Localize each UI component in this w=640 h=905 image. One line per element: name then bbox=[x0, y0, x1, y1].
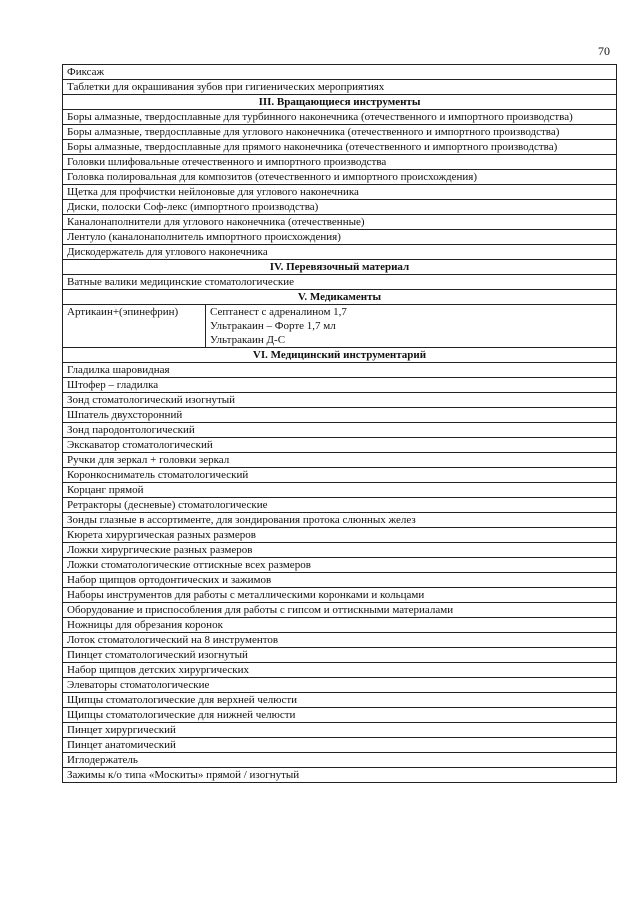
table-row bbox=[63, 693, 617, 708]
row-text: Таблетки для окрашивания зубов при гигиенических мероприятиях bbox=[63, 80, 617, 95]
table-row bbox=[63, 80, 617, 95]
row-text: Ложки стоматологические оттискные всех размеров bbox=[63, 558, 617, 573]
drug-brand: Септанест с адреналином 1,7 bbox=[210, 306, 347, 318]
table-row bbox=[63, 723, 617, 738]
table-row bbox=[63, 155, 617, 170]
table-row bbox=[63, 558, 617, 573]
row-text: Пинцет анатомический bbox=[63, 738, 617, 753]
table-row bbox=[63, 215, 617, 230]
section-medications bbox=[63, 290, 617, 348]
row-text: Щетка для профчистки нейлоновые для углового наконечника bbox=[63, 185, 617, 200]
table-row bbox=[63, 528, 617, 543]
section-header-row bbox=[63, 290, 617, 305]
row-text: Пинцет хирургический bbox=[63, 723, 617, 738]
table-row bbox=[63, 140, 617, 155]
row-text: Ретракторы (десневые) стоматологические bbox=[63, 498, 617, 513]
row-text: Головки шлифовальные отечественного и импортного производства bbox=[63, 155, 617, 170]
row-text: Ручки для зеркал + головки зеркал bbox=[63, 453, 617, 468]
section-title-dressing-material: IV. Перевязочный материал bbox=[63, 260, 617, 275]
row-text: Боры алмазные, твердосплавные для турбинного наконечника (отечественного и импортного производства) bbox=[63, 110, 617, 125]
table-row bbox=[63, 110, 617, 125]
table-row bbox=[63, 498, 617, 513]
table-row bbox=[63, 513, 617, 528]
section-title-medical-instruments: VI. Медицинский инструментарий bbox=[63, 348, 617, 363]
table-row bbox=[63, 170, 617, 185]
table-row bbox=[63, 185, 617, 200]
row-text: Гладилка шаровидная bbox=[63, 363, 617, 378]
row-text: Пинцет стоматологический изогнутый bbox=[63, 648, 617, 663]
row-text: Лентуло (каналонаполнитель импортного происхождения) bbox=[63, 230, 617, 245]
row-text: Лоток стоматологический на 8 инструментов bbox=[63, 633, 617, 648]
row-text: Набор щипцов детских хирургических bbox=[63, 663, 617, 678]
table-row bbox=[63, 393, 617, 408]
row-text: Набор щипцов ортодонтических и зажимов bbox=[63, 573, 617, 588]
table-row bbox=[63, 753, 617, 768]
row-text: Ватные валики медицинские стоматологические bbox=[63, 275, 617, 290]
table-row bbox=[63, 275, 617, 290]
medication-row bbox=[63, 305, 617, 348]
table-row bbox=[63, 768, 617, 783]
row-text: Элеваторы стоматологические bbox=[63, 678, 617, 693]
row-text: Дискодержатель для углового наконечника bbox=[63, 245, 617, 260]
table-row bbox=[63, 483, 617, 498]
table-row bbox=[63, 708, 617, 723]
row-text: Зонд пародонтологический bbox=[63, 423, 617, 438]
page-number: 70 bbox=[598, 44, 610, 58]
section-rotary-instruments bbox=[63, 95, 617, 260]
row-text: Шпатель двухсторонний bbox=[63, 408, 617, 423]
row-text: Фиксаж bbox=[63, 65, 617, 80]
drug-brands bbox=[206, 305, 617, 348]
table-row bbox=[63, 438, 617, 453]
row-text: Ложки хирургические разных размеров bbox=[63, 543, 617, 558]
row-text: Коронкосниматель стоматологический bbox=[63, 468, 617, 483]
rows-top bbox=[63, 65, 617, 95]
drug-name: Артикаин+(эпинефрин) bbox=[63, 305, 206, 348]
row-text: Экскаватор стоматологический bbox=[63, 438, 617, 453]
table-row bbox=[63, 648, 617, 663]
section-title-medications: V. Медикаменты bbox=[63, 290, 617, 305]
table-row bbox=[63, 408, 617, 423]
row-text: Боры алмазные, твердосплавные для углового наконечника (отечественного и импортного производства) bbox=[63, 125, 617, 140]
section-dressing-material bbox=[63, 260, 617, 290]
table-row bbox=[63, 468, 617, 483]
row-text: Оборудование и приспособления для работы с гипсом и оттискными материалами bbox=[63, 603, 617, 618]
table-row bbox=[63, 363, 617, 378]
table-row bbox=[63, 423, 617, 438]
drug-brand: Ультракаин Д-С bbox=[210, 334, 286, 346]
row-text: Зонды глазные в ассортименте, для зондирования протока слюнных желез bbox=[63, 513, 617, 528]
row-text: Каналонаполнители для углового наконечника (отечественные) bbox=[63, 215, 617, 230]
row-text: Кюрета хирургическая разных размеров bbox=[63, 528, 617, 543]
row-text: Диски, полоски Соф-лекс (импортного производства) bbox=[63, 200, 617, 215]
row-text: Головка полировальная для композитов (отечественного и импортного происхождения) bbox=[63, 170, 617, 185]
section-header-row bbox=[63, 95, 617, 110]
table-row bbox=[63, 543, 617, 558]
row-text: Наборы инструментов для работы с металлическими коронками и кольцами bbox=[63, 588, 617, 603]
section-header-row bbox=[63, 348, 617, 363]
table-row bbox=[63, 573, 617, 588]
row-text: Корцанг прямой bbox=[63, 483, 617, 498]
section-medical-instruments bbox=[63, 348, 617, 783]
equipment-table bbox=[62, 64, 617, 783]
table-row bbox=[63, 588, 617, 603]
row-text: Боры алмазные, твердосплавные для прямого наконечника (отечественного и импортного производства) bbox=[63, 140, 617, 155]
table-row bbox=[63, 633, 617, 648]
table-row bbox=[63, 603, 617, 618]
row-text: Штофер – гладилка bbox=[63, 378, 617, 393]
table-row bbox=[63, 453, 617, 468]
section-header-row bbox=[63, 260, 617, 275]
row-text: Щипцы стоматологические для нижней челюсти bbox=[63, 708, 617, 723]
table-row bbox=[63, 618, 617, 633]
table-row bbox=[63, 245, 617, 260]
row-text: Иглодержатель bbox=[63, 753, 617, 768]
section-title-rotary-instruments: III. Вращающиеся инструменты bbox=[63, 95, 617, 110]
table-row bbox=[63, 378, 617, 393]
table-row bbox=[63, 230, 617, 245]
table-row bbox=[63, 125, 617, 140]
row-text: Зажимы к/о типа «Москиты» прямой / изогнутый bbox=[63, 768, 617, 783]
table-row bbox=[63, 738, 617, 753]
drug-brand: Ультракаин – Форте 1,7 мл bbox=[210, 320, 336, 332]
row-text: Щипцы стоматологические для верхней челюсти bbox=[63, 693, 617, 708]
table-row bbox=[63, 200, 617, 215]
row-text: Ножницы для обрезания коронок bbox=[63, 618, 617, 633]
table-row bbox=[63, 65, 617, 80]
table-row bbox=[63, 678, 617, 693]
row-text: Зонд стоматологический изогнутый bbox=[63, 393, 617, 408]
table-row bbox=[63, 663, 617, 678]
